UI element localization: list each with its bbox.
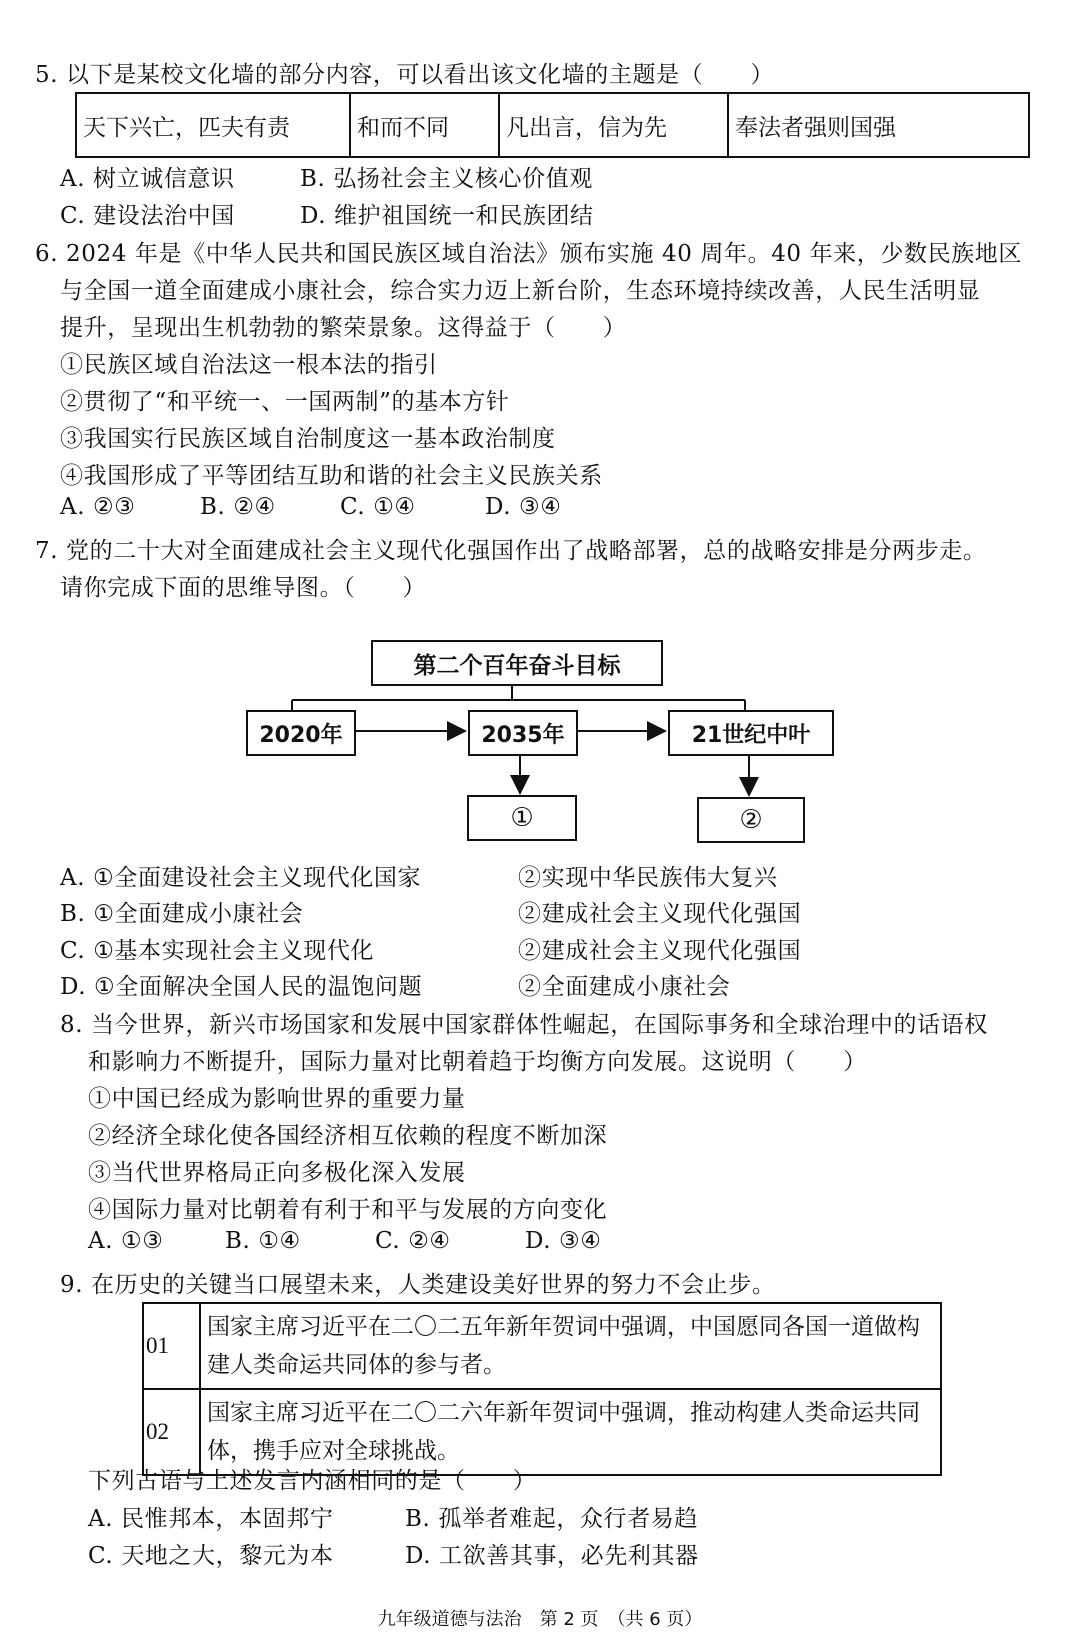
culture-wall-cell: 和而不同 [350,93,499,157]
q6-stem-line: 与全国一道全面建成小康社会，综合实力迈上新台阶，生态环境持续改善，人民生活明显 [60,278,981,304]
page-footer: 九年级道德与法治 第 2 页 （共 6 页） [377,1609,703,1630]
q6-option-b: B. ②④ [200,494,276,520]
speech-text: 国家主席习近平在二〇二五年新年贺词中强调，中国愿同各国一道做构建人类命运共同体的参与者。 [200,1303,941,1389]
q7-option-b-part1: B. ①全面建成小康社会 [60,901,304,927]
q8-item: ③当代世界格局正向多极化深入发展 [88,1160,466,1186]
q7-option-d-part1: D. ①全面解决全国人民的温饱问题 [60,974,423,1000]
q6-item: ①民族区域自治法这一根本法的指引 [60,352,438,378]
q7-stem-line: 请你完成下面的思维导图。（ ） [60,575,427,601]
q6-stem-line: 6. 2024 年是《中华人民共和国民族区域自治法》颁布实施 40 周年。40 年来，少数民族地区 [35,241,1022,267]
q9-stem: 9. 在历史的关键当口展望未来，人类建设美好世界的努力不会止步。 [60,1272,776,1298]
q8-stem-line: 8. 当今世界，新兴市场国家和发展中国家群体性崛起，在国际事务和全球治理中的话语权 [60,1012,988,1038]
q9-option-a: A. 民惟邦本，本固邦宁 [88,1506,334,1532]
q5-option-b: B. 弘扬社会主义核心价值观 [300,166,593,192]
q9-option-b: B. 孤举者难起，众行者易趋 [405,1506,698,1532]
q6-option-a: A. ②③ [60,494,136,520]
q6-stem-line: 提升，呈现出生机勃勃的繁荣景象。这得益于（ ） [60,315,627,341]
q8-option-a: A. ①③ [88,1228,164,1254]
q6-item: ④我国形成了平等团结互助和谐的社会主义民族关系 [60,463,603,489]
q6-option-d: D. ③④ [485,494,562,520]
q7-stem-line: 7. 党的二十大对全面建成社会主义现代化强国作出了战略部署，总的战略安排是分两步走。 [35,538,987,564]
mindmap-2035-box: 2035年 [468,710,578,756]
q7-option-c-part2: ②建成社会主义现代化强国 [518,938,802,964]
q6-item: ③我国实行民族区域自治制度这一基本政治制度 [60,426,556,452]
q7-option-d-part2: ②全面建成小康社会 [518,974,731,1000]
q9-option-c: C. 天地之大，黎元为本 [88,1543,334,1569]
q8-stem-line: 和影响力不断提升，国际力量对比朝着趋于均衡方向发展。这说明（ ） [88,1049,867,1075]
mindmap-2020-box: 2020年 [246,710,356,756]
q6-item: ②贯彻了“和平统一、一国两制”的基本方针 [60,389,510,415]
q8-option-b: B. ①④ [225,1228,301,1254]
culture-wall-cell: 天下兴亡，匹夫有责 [76,93,350,157]
culture-wall-cell: 奉法者强则国强 [728,93,1029,157]
culture-wall-cell: 凡出言，信为先 [499,93,728,157]
q5-option-a: A. 树立诚信意识 [60,166,235,192]
speech-number: 01 [143,1303,200,1389]
mindmap-goal-box: 第二个百年奋斗目标 [371,640,663,686]
speech-number: 02 [143,1389,200,1475]
mindmap-blank2-box: ② [697,797,805,843]
q8-item: ④国际力量对比朝着有利于和平与发展的方向变化 [88,1197,608,1223]
q8-item: ①中国已经成为影响世界的重要力量 [88,1086,466,1112]
q9-option-d: D. 工欲善其事，必先利其器 [405,1543,699,1569]
q6-option-c: C. ①④ [340,494,416,520]
speech-table [142,1302,942,1476]
mindmap-midcentury-box: 21世纪中叶 [668,710,834,756]
q5-option-d: D. 维护祖国统一和民族团结 [300,203,594,229]
q7-option-a-part1: A. ①全面建设社会主义现代化国家 [60,865,422,891]
speech-text: 国家主席习近平在二〇二六年新年贺词中强调，推动构建人类命运共同体，携手应对全球挑战。 [200,1389,941,1475]
table-row [143,1303,941,1389]
q7-option-b-part2: ②建成社会主义现代化强国 [518,901,802,927]
q8-item: ②经济全球化使各国经济相互依赖的程度不断加深 [88,1123,608,1149]
q5-option-c: C. 建设法治中国 [60,203,235,229]
q5-stem: 5. 以下是某校文化墙的部分内容，可以看出该文化墙的主题是（ ） [35,62,775,88]
q7-option-a-part2: ②实现中华民族伟大复兴 [518,865,778,891]
q8-option-c: C. ②④ [375,1228,451,1254]
q8-option-d: D. ③④ [525,1228,602,1254]
q7-option-c-part1: C. ①基本实现社会主义现代化 [60,938,375,964]
q9-question: 下列古语与上述发言内涵相同的是（ ） [88,1468,537,1494]
mindmap-blank1-box: ① [467,795,577,841]
